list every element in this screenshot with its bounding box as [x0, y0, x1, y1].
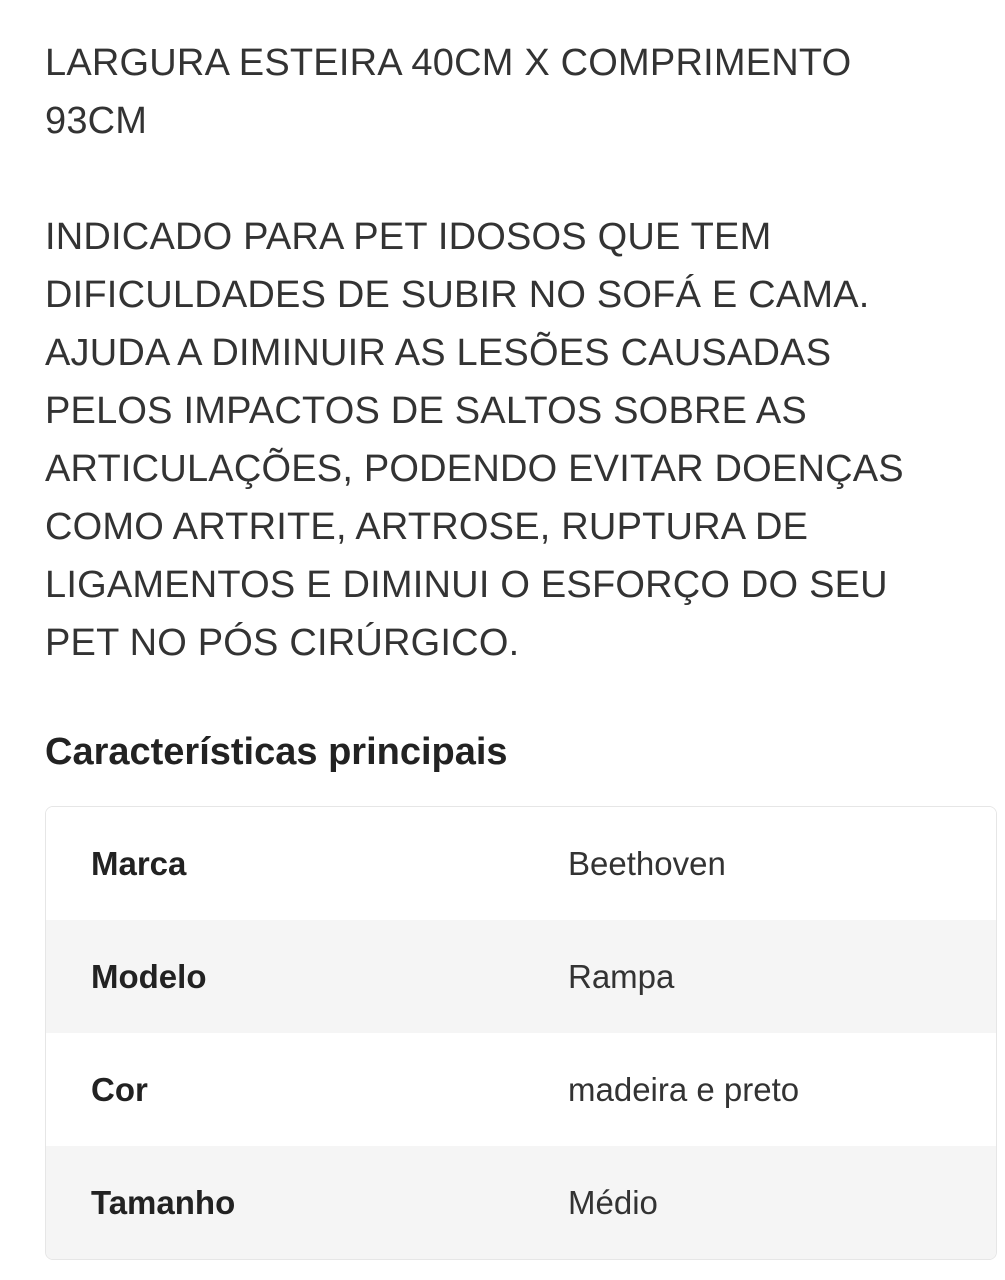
spec-key: Modelo — [91, 957, 207, 995]
product-description-page — [45, 34, 990, 1260]
description-line: DIFICULDADES DE SUBIR NO SOFÁ E CAMA. — [45, 274, 870, 316]
characteristics-table — [45, 806, 997, 1260]
description-line: 93CM — [45, 100, 148, 142]
description-line: ARTICULAÇÕES, PODENDO EVITAR DOENÇAS — [45, 448, 904, 490]
table-row-modelo — [46, 920, 996, 1033]
spec-value: madeira e preto — [568, 1070, 800, 1108]
description-line: PELOS IMPACTOS DE SALTOS SOBRE AS — [45, 390, 807, 432]
characteristics-title: Características principais — [45, 731, 508, 773]
description-line: LIGAMENTOS E DIMINUI O ESFORÇO DO SEU — [45, 564, 888, 606]
spec-value: Beethoven — [568, 844, 726, 882]
table-row-cor — [46, 1033, 996, 1146]
spec-value: Rampa — [568, 957, 675, 995]
table-row-marca — [46, 807, 996, 920]
benefits-paragraph — [45, 208, 990, 672]
description-line: AJUDA A DIMINUIR AS LESÕES CAUSADAS — [45, 332, 832, 374]
spec-key: Tamanho — [91, 1183, 236, 1221]
table-row-tamanho — [46, 1146, 996, 1259]
spec-key: Cor — [91, 1070, 148, 1108]
description-line: INDICADO PARA PET IDOSOS QUE TEM — [45, 216, 772, 258]
description-line: COMO ARTRITE, ARTROSE, RUPTURA DE — [45, 506, 809, 548]
spec-key: Marca — [91, 844, 187, 882]
dimensions-paragraph — [45, 34, 990, 150]
spec-value: Médio — [568, 1183, 658, 1221]
description-line: PET NO PÓS CIRÚRGICO. — [45, 622, 520, 664]
description-line: LARGURA ESTEIRA 40CM X COMPRIMENTO — [45, 42, 852, 84]
